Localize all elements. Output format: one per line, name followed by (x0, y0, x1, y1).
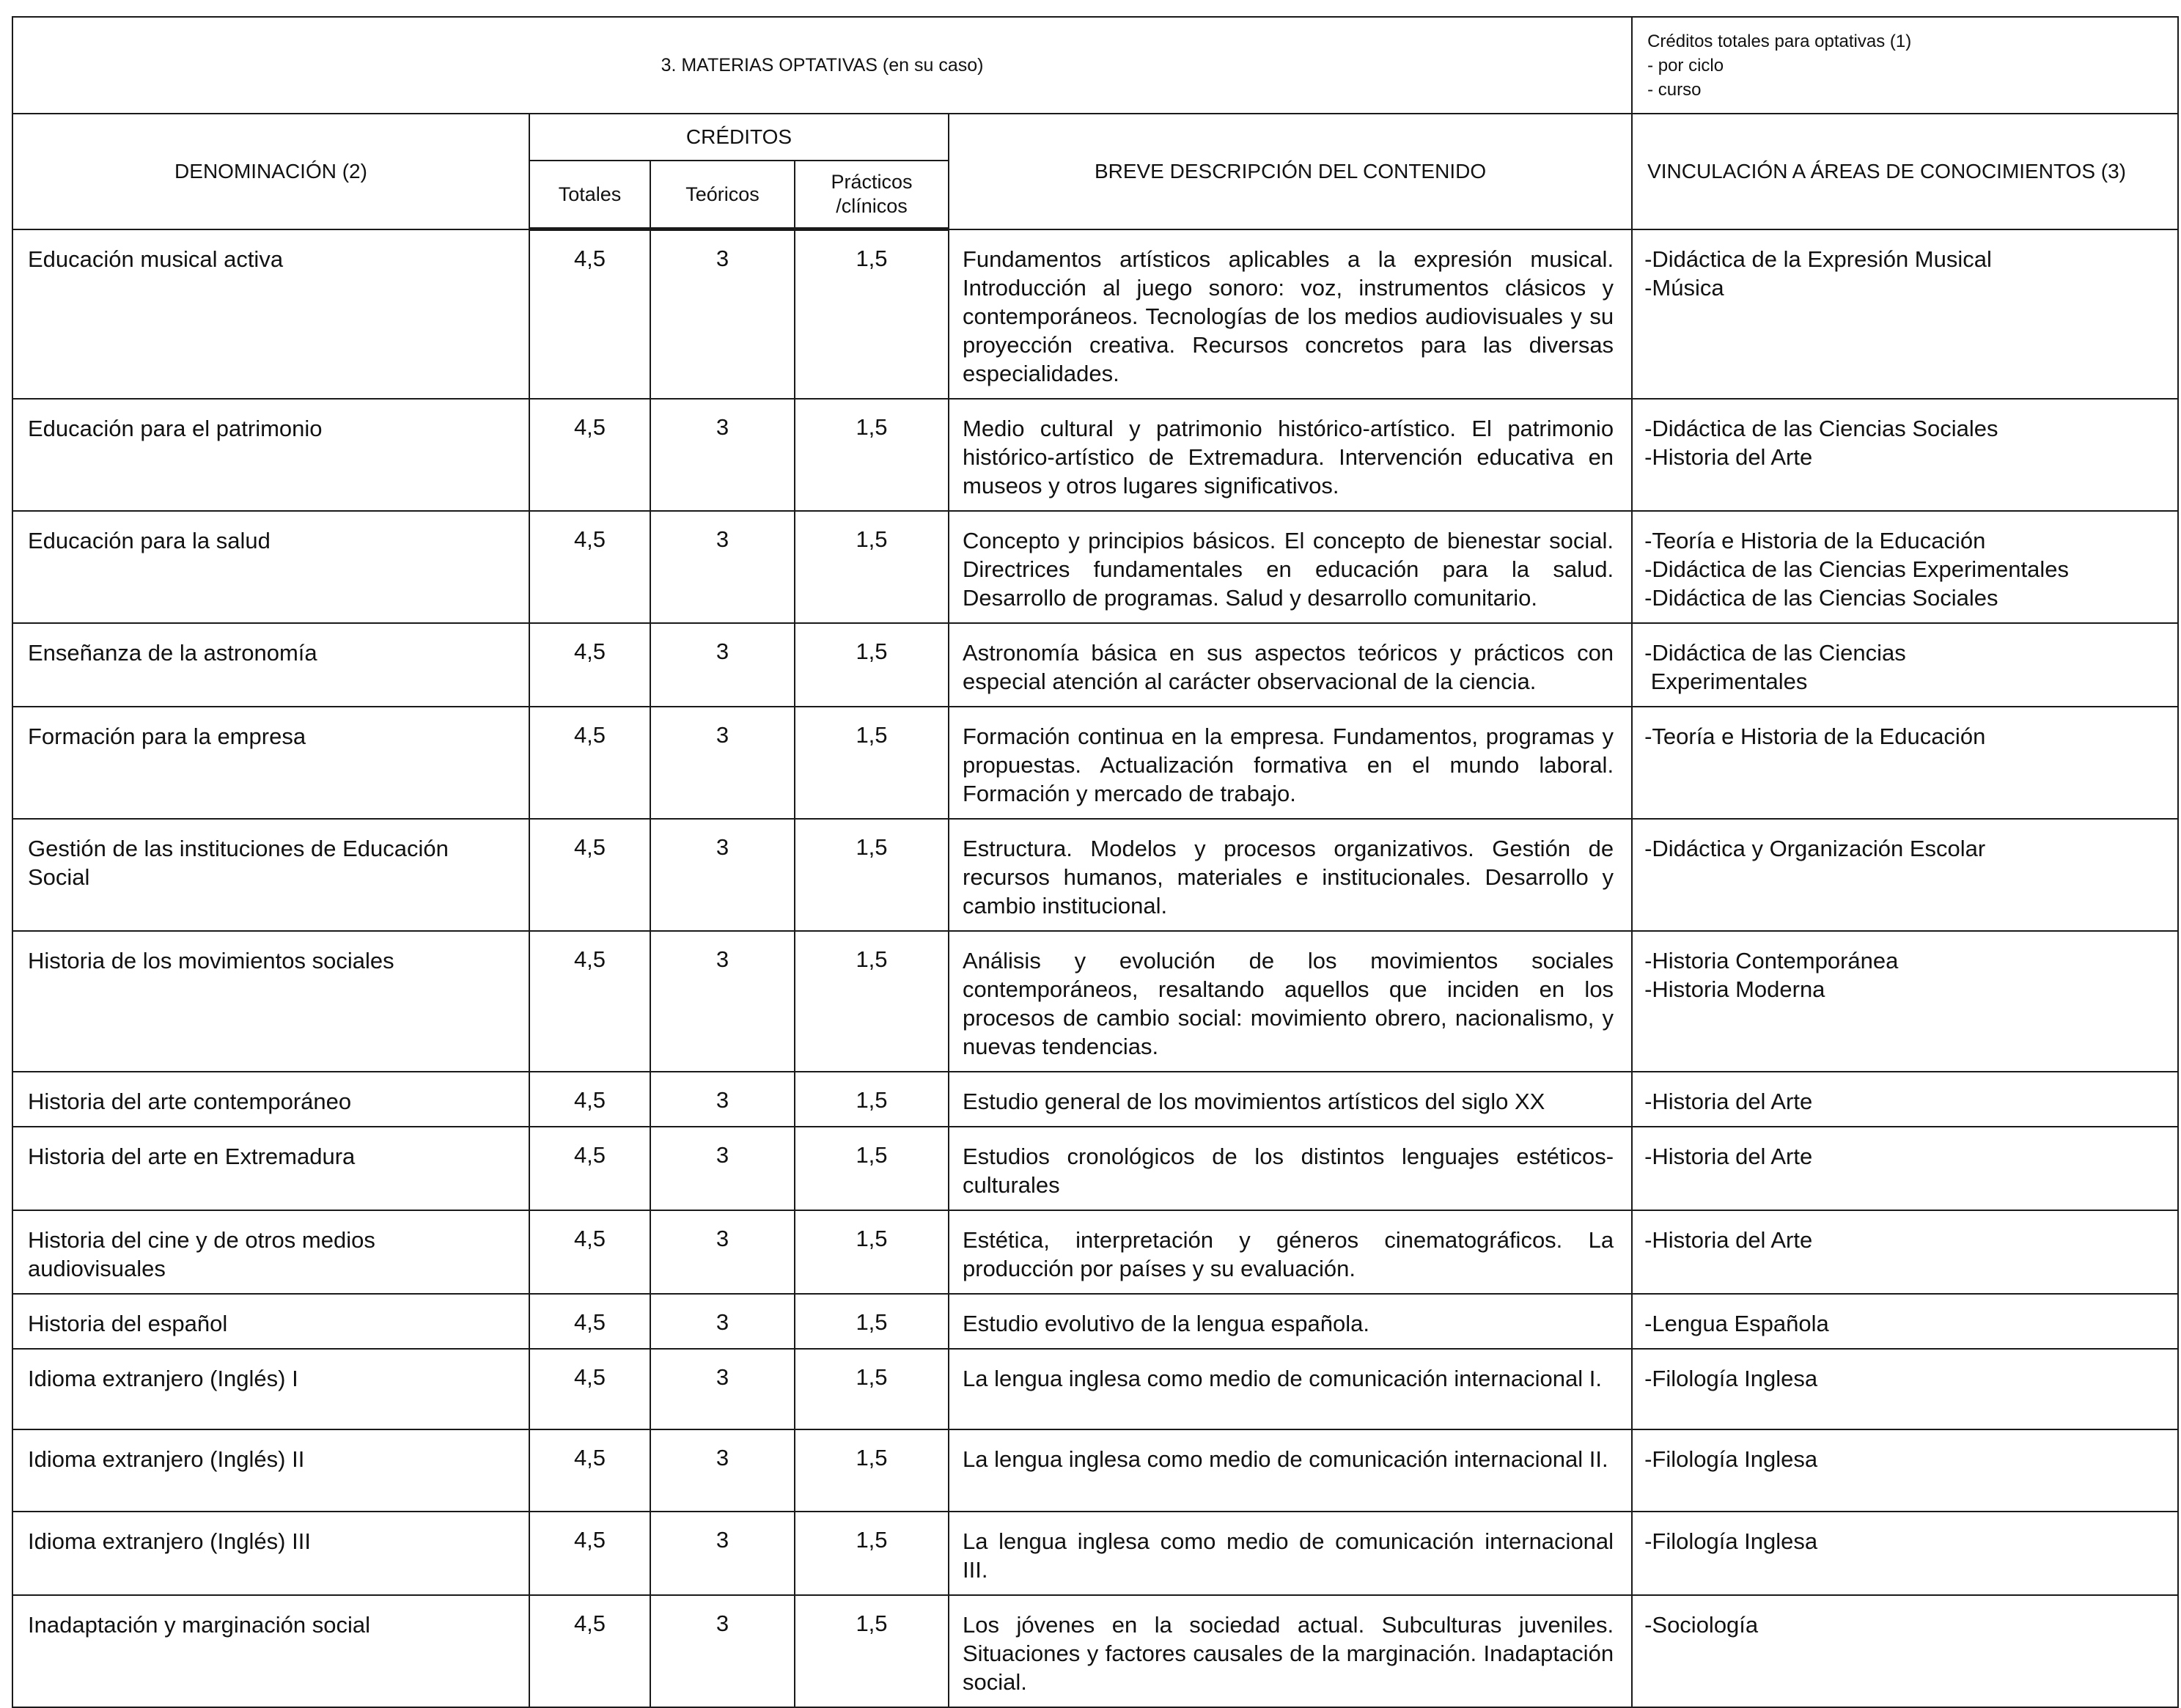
credits-teoricos: 3 (650, 1294, 795, 1349)
table-row (12, 1512, 2178, 1595)
column-header-totales: Totales (529, 161, 650, 229)
subject-name: Idioma extranjero (Inglés) II (12, 1429, 529, 1512)
table-row (12, 707, 2178, 819)
content-description: Estudios cronológicos de los distintos lenguajes estéticos-culturales (949, 1127, 1632, 1210)
subject-name: Historia del arte en Extremadura (12, 1127, 529, 1210)
column-header-vinculacion: VINCULACIÓN A ÁREAS DE CONOCIMIENTOS (3) (1632, 114, 2178, 229)
credits-practicos: 1,5 (795, 707, 949, 819)
knowledge-areas (1632, 1127, 2178, 1210)
knowledge-area-item: -Historia del Arte (1644, 1226, 1813, 1253)
credits-practicos: 1,5 (795, 229, 949, 399)
credits-teoricos: 3 (650, 1595, 795, 1707)
table-row (12, 1429, 2178, 1512)
credits-practicos: 1,5 (795, 931, 949, 1072)
credits-practicos: 1,5 (795, 1294, 949, 1349)
knowledge-area-item: -Historia del Arte (1644, 1088, 1813, 1114)
credits-practicos: 1,5 (795, 1210, 949, 1294)
column-header-creditos: CRÉDITOS (529, 114, 949, 161)
table-row (12, 1210, 2178, 1294)
credits-teoricos: 3 (650, 229, 795, 399)
knowledge-areas (1632, 399, 2178, 511)
knowledge-areas (1632, 1210, 2178, 1294)
credits-teoricos: 3 (650, 1512, 795, 1595)
table-row (12, 229, 2178, 399)
credits-practicos: 1,5 (795, 399, 949, 511)
credits-teoricos: 3 (650, 819, 795, 931)
knowledge-areas (1632, 1512, 2178, 1595)
subject-name: Gestión de las instituciones de Educación Social (12, 819, 529, 931)
credits-totales: 4,5 (529, 511, 650, 623)
credits-totales: 4,5 (529, 1210, 650, 1294)
subject-name: Inadaptación y marginación social (12, 1595, 529, 1707)
credits-totales: 4,5 (529, 399, 650, 511)
knowledge-area-item: -Historia del Arte (1644, 1143, 1813, 1169)
credits-teoricos: 3 (650, 623, 795, 707)
content-description: Fundamentos artísticos aplicables a la expresión musical. Introducción al juego sonoro: voz, instrumentos clásicos y contemporáneos. Tecnologías de los medios audiovisuales y su proyección creativa. Recursos concretos para las diversas especialidades. (949, 229, 1632, 399)
knowledge-area-item: -Teoría e Historia de la Educación (1644, 723, 1986, 749)
column-header-descripcion: BREVE DESCRIPCIÓN DEL CONTENIDO (949, 114, 1632, 229)
knowledge-area-item: -Sociología (1644, 1611, 1759, 1638)
subject-name: Idioma extranjero (Inglés) I (12, 1349, 529, 1429)
table-row (12, 931, 2178, 1072)
credits-note-line: - por ciclo (1647, 56, 1724, 76)
subject-name: Historia del español (12, 1294, 529, 1349)
credits-practicos: 1,5 (795, 511, 949, 623)
table-row (12, 1294, 2178, 1349)
knowledge-area-item: -Filología Inglesa (1644, 1446, 1818, 1472)
credits-totales: 4,5 (529, 1595, 650, 1707)
credits-note (1632, 17, 2178, 114)
credits-teoricos: 3 (650, 1429, 795, 1512)
subject-name: Historia del arte contemporáneo (12, 1072, 529, 1127)
content-description: Los jóvenes en la sociedad actual. Subculturas juveniles. Situaciones y factores causales de la marginación. Inadaptación social. (949, 1595, 1632, 1707)
table-row (12, 623, 2178, 707)
credits-totales: 4,5 (529, 229, 650, 399)
credits-teoricos: 3 (650, 1072, 795, 1127)
subject-name: Formación para la empresa (12, 707, 529, 819)
content-description: Análisis y evolución de los movimientos sociales contemporáneos, resaltando aquellos que inciden en los procesos de cambio social: movimiento obrero, nacionalismo, y nuevas tendencias. (949, 931, 1632, 1072)
credits-totales: 4,5 (529, 1127, 650, 1210)
table-row (12, 1595, 2178, 1707)
credits-teoricos: 3 (650, 399, 795, 511)
credits-practicos: 1,5 (795, 1595, 949, 1707)
knowledge-area-item: -Filología Inglesa (1644, 1528, 1818, 1554)
table-row (12, 819, 2178, 931)
knowledge-area-item: -Filología Inglesa (1644, 1365, 1818, 1391)
subject-name: Educación para el patrimonio (12, 399, 529, 511)
optativas-table (12, 16, 2179, 1708)
content-description: Estudio general de los movimientos artísticos del siglo XX (949, 1072, 1632, 1127)
content-description: Astronomía básica en sus aspectos teóricos y prácticos con especial atención al carácter observacional de la ciencia. (949, 623, 1632, 707)
credits-totales: 4,5 (529, 1349, 650, 1429)
content-description: La lengua inglesa como medio de comunicación internacional III. (949, 1512, 1632, 1595)
subject-name: Educación para la salud (12, 511, 529, 623)
credits-practicos: 1,5 (795, 1349, 949, 1429)
knowledge-areas (1632, 1429, 2178, 1512)
table-row (12, 399, 2178, 511)
knowledge-areas (1632, 1072, 2178, 1127)
knowledge-areas (1632, 819, 2178, 931)
credits-teoricos: 3 (650, 1210, 795, 1294)
knowledge-area-item: -Didáctica y Organización Escolar (1644, 835, 1986, 861)
knowledge-areas (1632, 623, 2178, 707)
column-header-practicos: Prácticos /clínicos (795, 161, 949, 229)
knowledge-area-item: -Historia del Arte (1644, 443, 1813, 470)
column-header-denominacion: DENOMINACIÓN (2) (12, 114, 529, 229)
credits-totales: 4,5 (529, 1072, 650, 1127)
table-row (12, 1349, 2178, 1429)
knowledge-areas (1632, 707, 2178, 819)
content-description: Estructura. Modelos y procesos organizativos. Gestión de recursos humanos, materiales e institucionales. Desarrollo y cambio institucional. (949, 819, 1632, 931)
knowledge-area-item: -Historia Contemporánea (1644, 947, 1899, 973)
subject-name: Idioma extranjero (Inglés) III (12, 1512, 529, 1595)
knowledge-area-item: -Didáctica de las Ciencias (1644, 639, 1906, 666)
knowledge-areas (1632, 1349, 2178, 1429)
content-description: La lengua inglesa como medio de comunicación internacional I. (949, 1349, 1632, 1429)
content-description: La lengua inglesa como medio de comunicación internacional II. (949, 1429, 1632, 1512)
content-description: Formación continua en la empresa. Fundamentos, programas y propuestas. Actualización formativa en el mundo laboral. Formación y mercado de trabajo. (949, 707, 1632, 819)
knowledge-area-item: -Música (1644, 274, 1724, 301)
knowledge-areas (1632, 229, 2178, 399)
knowledge-areas (1632, 1294, 2178, 1349)
credits-teoricos: 3 (650, 931, 795, 1072)
credits-practicos: 1,5 (795, 819, 949, 931)
knowledge-area-item: -Didáctica de la Expresión Musical (1644, 246, 1992, 272)
subject-name: Historia del cine y de otros medios audiovisuales (12, 1210, 529, 1294)
credits-teoricos: 3 (650, 511, 795, 623)
credits-totales: 4,5 (529, 931, 650, 1072)
credits-totales: 4,5 (529, 707, 650, 819)
credits-totales: 4,5 (529, 819, 650, 931)
content-description: Estética, interpretación y géneros cinematográficos. La producción por países y su evaluación. (949, 1210, 1632, 1294)
knowledge-area-item: -Historia Moderna (1644, 976, 1825, 1002)
knowledge-area-item: -Didáctica de las Ciencias Sociales (1644, 584, 1998, 611)
credits-teoricos: 3 (650, 1127, 795, 1210)
credits-totales: 4,5 (529, 623, 650, 707)
credits-practicos: 1,5 (795, 1429, 949, 1512)
knowledge-areas (1632, 511, 2178, 623)
knowledge-area-item: Experimentales (1644, 668, 1808, 694)
credits-totales: 4,5 (529, 1512, 650, 1595)
column-header-teoricos: Teóricos (650, 161, 795, 229)
credits-practicos: 1,5 (795, 623, 949, 707)
content-description: Medio cultural y patrimonio histórico-artístico. El patrimonio histórico-artístico de Extremadura. Intervención educativa en museos y otros lugares significativos. (949, 399, 1632, 511)
credits-note-line: - curso (1647, 80, 1702, 100)
subject-name: Enseñanza de la astronomía (12, 623, 529, 707)
knowledge-areas (1632, 1595, 2178, 1707)
table-row (12, 511, 2178, 623)
content-description: Concepto y principios básicos. El concepto de bienestar social. Directrices fundamentales en educación para la salud. Desarrollo de programas. Salud y desarrollo comunitario. (949, 511, 1632, 623)
content-description: Estudio evolutivo de la lengua española. (949, 1294, 1632, 1349)
knowledge-area-item: -Didáctica de las Ciencias Sociales (1644, 415, 1998, 441)
knowledge-areas (1632, 931, 2178, 1072)
credits-totales: 4,5 (529, 1294, 650, 1349)
optativas-document (12, 16, 2177, 1708)
credits-practicos: 1,5 (795, 1127, 949, 1210)
credits-teoricos: 3 (650, 707, 795, 819)
subject-name: Historia de los movimientos sociales (12, 931, 529, 1072)
table-row (12, 1072, 2178, 1127)
subject-name: Educación musical activa (12, 229, 529, 399)
credits-totales: 4,5 (529, 1429, 650, 1512)
knowledge-area-item: -Teoría e Historia de la Educación (1644, 527, 1986, 553)
credits-practicos: 1,5 (795, 1072, 949, 1127)
credits-practicos: 1,5 (795, 1512, 949, 1595)
knowledge-area-item: -Lengua Española (1644, 1310, 1829, 1336)
credits-note-line: Créditos totales para optativas (1) (1647, 32, 1912, 51)
section-title: 3. MATERIAS OPTATIVAS (en su caso) (12, 17, 1632, 114)
credits-teoricos: 3 (650, 1349, 795, 1429)
table-row (12, 1127, 2178, 1210)
knowledge-area-item: -Didáctica de las Ciencias Experimentales (1644, 556, 2069, 582)
